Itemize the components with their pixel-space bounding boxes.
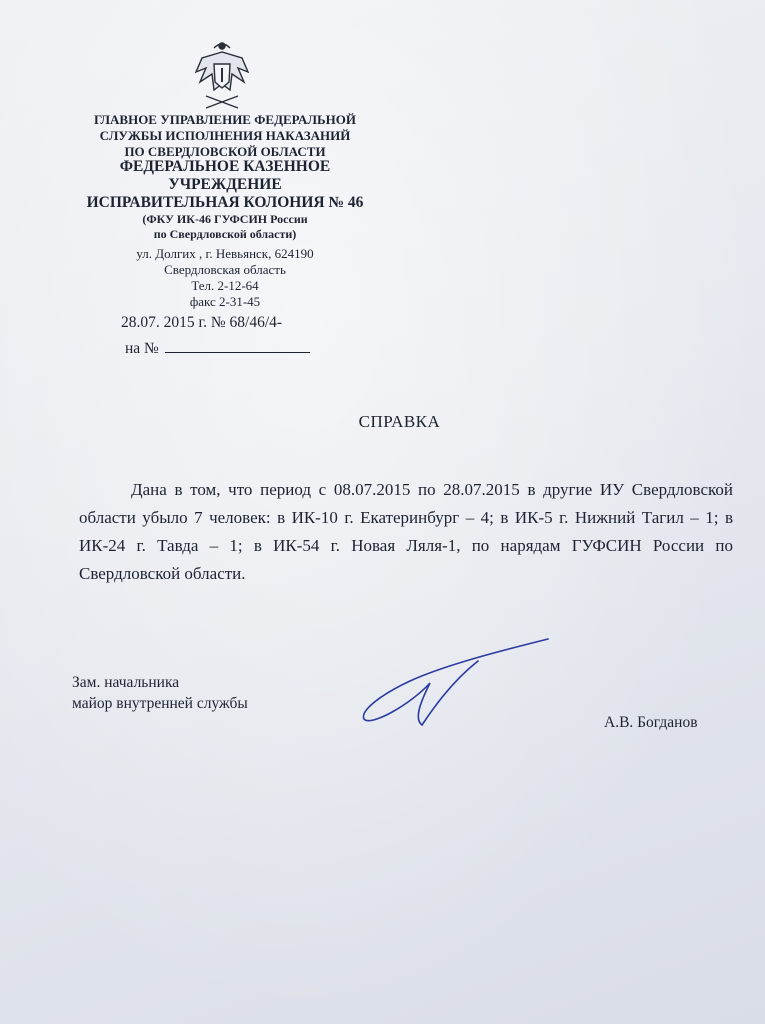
header-line-8: по Свердловской области) [153, 227, 297, 241]
header-line-1: ГЛАВНОЕ УПРАВЛЕНИЕ ФЕДЕРАЛЬНОЙ [94, 112, 356, 127]
header-line-7: (ФКУ ИК-46 ГУФСИН России [142, 212, 308, 226]
header-line-2: СЛУЖБЫ ИСПОЛНЕНИЯ НАКАЗАНИЙ [99, 128, 351, 143]
address-fax: факс 2-31-45 [189, 294, 261, 309]
address-block [70, 246, 380, 310]
reply-to-blank [165, 338, 310, 353]
address-street: ул. Долгих , г. Невьянск, 624190 [136, 246, 314, 261]
header-line-6: ИСПРАВИТЕЛЬНАЯ КОЛОНИЯ № 46 [86, 194, 364, 211]
address-phone: Тел. 2-12-64 [191, 278, 259, 293]
document-title: СПРАВКА [358, 412, 441, 431]
handwritten-signature [350, 633, 550, 733]
header-line-5: УЧРЕЖДЕНИЕ [168, 176, 282, 193]
address-region: Свердловская область [164, 262, 286, 277]
reply-to-label: на № [125, 340, 159, 357]
header-line-4: ФЕДЕРАЛЬНОЕ КАЗЕННОЕ [119, 158, 331, 175]
signatory-position [72, 672, 248, 714]
header-abbreviation [70, 212, 380, 242]
position-line-2: майор внутренней службы [72, 695, 248, 712]
header-line-3: ПО СВЕРДЛОВСКОЙ ОБЛАСТИ [124, 144, 326, 159]
header-ministry [70, 112, 380, 160]
reply-to-line [125, 338, 310, 358]
header-institution [70, 158, 380, 212]
registration-date-number: 28.07. 2015 г. № 68/46/4- [121, 314, 283, 331]
position-line-1: Зам. начальника [72, 674, 180, 691]
eagle-emblem-icon [192, 38, 252, 110]
signatory-name: А.В. Богданов [604, 714, 698, 731]
body-paragraph: Дана в том, что период с 08.07.2015 по 28.07.2015 в другие ИУ Свердловской области убыло 7 человек: в ИК-10 г. Екатеринбург – 4; в ИК-5 г. Нижний Тагил – 1; в ИК-24 г. Тавда – 1; в ИК-54 г. Новая Ляля-1, по нарядам ГУФСИН России по Свердловской области. [79, 480, 733, 583]
